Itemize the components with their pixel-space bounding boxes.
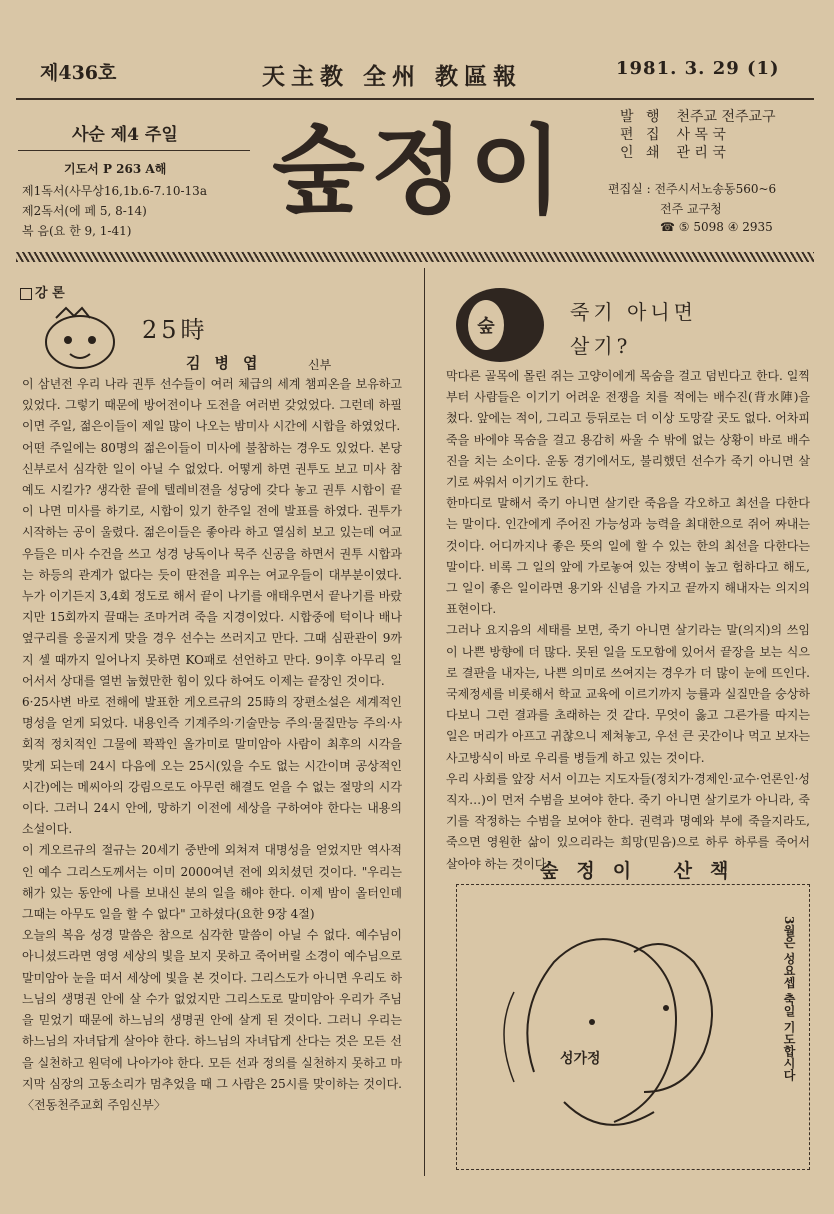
- column-title-line1: 죽기 아니면: [570, 300, 697, 324]
- section-tag: [20, 282, 65, 301]
- reading-second: 제2독서(에 페 5, 8-14): [22, 204, 147, 218]
- header-rule: [16, 98, 814, 100]
- issue-date: 1981. 3. 29 (1): [616, 58, 780, 79]
- publisher-label: 발 행: [620, 109, 664, 125]
- column-paragraph: 한마디로 말해서 죽기 아니면 살기란 죽음을 각오하고 최선을 다한다는 말이다. 인간에게 주어진 가능성과 능력을 최대한으로 쥐어 짜내는 것이다. 어디까지나 좋은 뜻의 일에 할 수 있는 한의 최선을 다한다는 말이다. 비록 그 일의 앞에 가로놓여 있는 장벽이 높고 험하다고 해도, 그 일이 좋은 일이라면 용기와 신념을 가지고 끝까지 해내자는 의지의 표현이다.: [446, 496, 810, 617]
- section-divider: [16, 252, 814, 262]
- masthead-logo: 숲정이: [272, 115, 569, 227]
- editorial-paragraph: 6·25사변 바로 전해에 발표한 게오르규의 25時의 장편소설은 세계적인 명성을 얻게 되었다. 내용인즉 기계주의·기술만능 주의·물질만능 주의·사회적 정치적인 그물에 꽉꽉인 올가미로 말미암아 사람이 최후의 시각을 맞게 되는데 24시 다음에 오는 25시(있을 수도 없는 시간이며 공상적인 시간)에는 메씨아의 강림으로도 아무런 해결도 얻을 수 없는 절망의 시각이다. 그러니 24시 안에, 망하기 이전에 세상을 구하여야 한다는 내용의 소설이다.: [22, 695, 402, 837]
- address-line: 편집실 : 전주시서노송동560~6: [608, 182, 777, 196]
- printer-line: [620, 142, 726, 162]
- author-role: 신부: [308, 358, 332, 372]
- editorial-paragraph: 어떤 주일에는 80명의 젊은이들이 미사에 불참하는 경우도 있었다. 본당신부로서 심각한 일이 아닐 수 없었다. 어떻게 하면 권투도 보고 미사 참예도 시킬가? 생각한 끝에 텔레비젼을 성당에 갖다 놓고 권투 시합이 끝이 나면 미사를 하기로, 시합이 있기 한주일 전에 발표를 하였다. 권투가 시작하는 공이 울렸다. 젊은이들은 좋아라 하고 열심히 보고 있는데 여교우들은 미사 수건을 쓰고 성경 낭독이나 묵주 신공을 하면서 권투 시합과는 하등의 관계가 없다는 듯이 딴전을 피우는 여교우들이 대부분이였다. 누가 이기든지 3,4회 정도로 해서 끝이 나기를 애태우면서 끝나기를 바랐지만 15회까지 끌때는 조마거려 죽을 지경이었다. 시합중에 턱이나 배나 옆구리를 응골지게 맞을 경우 선수는 쓰러지고 만다. 그때 심판관이 9까지 셀 때까지 일어나지 못하면 KO패로 선언하고 만다. 9이후 아무리 일어서서 상대를 열번 눕혔만한 힘이 있다 하여도 이제는 끝장인 것이다.: [22, 440, 402, 688]
- sunday-label: 사순 제4 주일: [72, 125, 178, 145]
- reading-first: 제1독서(사무상16,1b.6-7.10-13a: [22, 184, 207, 198]
- column-title-line2: 살기?: [570, 334, 632, 358]
- editorial-paragraph: 이 게오르규의 절규는 20세기 중반에 외쳐져 대명성을 얻었지만 역사적인 예수 그리스도께서는 이미 2000여년 전에 외치셨던 것이다. "우리는 해가 있는 동안에 나를 보내신 분의 일을 해야 한다. 이제 밤이 올터인데 그때는 아무도 일을 할 수 없다" 고하셨다(요한 9장 4절): [22, 843, 402, 922]
- holy-family-badge: 성가정: [560, 1051, 601, 1067]
- editorial-paragraph: 오늘의 복음 성경 말씀은 참으로 심각한 말씀이 아닐 수 없다. 예수님이 아니셨드라면 영영 세상의 빛을 보지 못하고 죽어버릴 소경이 예수님으로 말미암아 눈을 떠서 세상에 빛을 본 것이다. 그리스도가 아니면 우리도 하느님의 생명권 안에 살 수가 없었지만 그리스도로 말미암아 우리가 주님을 믿었기 때문에 하느님의 생명권 안에 살게 된 것이다. 그러니 우리는 하느님의 자녀답게 살아야 한다. 하느님의 자녀답게 산다는 것은 모든 선을 실천하고 원덕에 나아가야 한다. 모든 선과 정의를 실천하지 못하고 마지막 심장의 고동소리가 멈추었을 때 그 사람은 25시를 맞이하는 것이다. 〈전동천주교회 주임신부〉: [22, 928, 402, 1112]
- holy-family-illustration: [474, 912, 764, 1156]
- emblem-text: 숲: [477, 316, 495, 337]
- editorial-paragraph: 이 삼년전 우리 나라 권투 선수들이 여러 체급의 세계 챔피온을 보유하고 있었다. 그렇기 때문에 방어전이나 도전을 여러번 갖었었다. 그런데 하필이면 주일, 젊은이들이 제일 많이 나오는 밤미사 시간에 시합을 하였었다.: [22, 377, 402, 434]
- column-paragraph: 우리 사회를 앞장 서서 이끄는 지도자들(정치가·경제인·교수·언론인·성직자…)이 먼저 수범을 보여야 한다. 죽기 아니면 살기로가 아니라, 죽기를 작정하는 수범을 보여야 한다. 권력과 명예와 부에 죽을지라도, 죽으면 영원한 삶이 있으리라는 희망(믿음)으로 하루 하루를 죽어서 살아야 하는 것이다.: [446, 771, 810, 871]
- diocese-title: 天主教 全州 教區報: [262, 63, 523, 90]
- walk-vertical-note: 3월은 성요셉 축일 기도합시다: [782, 916, 796, 1081]
- column-body: [446, 366, 810, 875]
- column-divider: [424, 268, 425, 1176]
- editorial-body: [22, 374, 402, 1116]
- prayer-book-ref: 기도서 P 263 A해: [64, 162, 167, 176]
- editor-line: [620, 124, 726, 144]
- walk-section-title: 숲정이 산책: [540, 860, 747, 882]
- editorial-author: 김병엽: [186, 354, 272, 372]
- publisher-line: [620, 106, 776, 126]
- printer-value: 관 리 국: [676, 145, 726, 161]
- address-office: 전주 교구청: [660, 202, 722, 216]
- phone-line: ☎ ⑤ 5098 ④ 2935: [660, 220, 773, 234]
- issue-number: 제436호: [40, 62, 117, 84]
- publisher-value: 천주교 전주교구: [676, 109, 776, 125]
- editorial-title: 25時: [142, 316, 209, 344]
- editor-label: 편 집: [620, 127, 664, 143]
- tag-box-icon: [20, 288, 32, 300]
- editor-value: 사 목 국: [676, 127, 726, 143]
- printer-label: 인 쇄: [620, 145, 664, 161]
- section-tag-label: 강 론: [35, 286, 65, 301]
- column-paragraph: 그러나 요지음의 세태를 보면, 죽기 아니면 살기라는 말(의지)의 쓰임이 나쁜 방향에 더 많다. 못된 일을 도모함에 있어서 끝장을 보는 식으로 결판을 내자는, 나쁜 의미로 쓰여지는 경우가 더 많이 눈에 뜨인다. 국제정세를 비롯해서 학교 교육에 이르기까지 능률과 실질만을 숭상하다보니 그런 결과를 초래하는 것 같다. 무엇이 옳고 그른가를 따지는 일은 머리가 아프고 귀찮으니 제쳐놓고, 우선 큰 곳간이나 먹고 보자는 사고방식이 바로 우리를 병들게 하고 있는 것이다.: [446, 623, 810, 765]
- column-paragraph: 막다른 골목에 몰린 쥐는 고양이에게 목숨을 걸고 덤빈다고 한다. 일찍부터 사람들은 이기기 어려운 전쟁을 치를 적에는 배수진(背水陣)을 쳤다. 앞에는 적이, 그리고 등뒤로는 더 이상 도망갈 곳도 없다. 어차피 죽을 바에야 목숨을 걸고 용감히 싸울 수 밖에 없는 상황이 바로 배수진을 치는 소이다. 운동 경기에서도, 불리했던 선수가 죽기 아니면 살기로 싸워서 이기기도 한다.: [446, 369, 810, 490]
- cartoon-face-illustration: [34, 300, 126, 372]
- column-emblem-icon: [452, 284, 548, 366]
- reading-gospel: 복 음(요 한 9, 1-41): [22, 224, 132, 238]
